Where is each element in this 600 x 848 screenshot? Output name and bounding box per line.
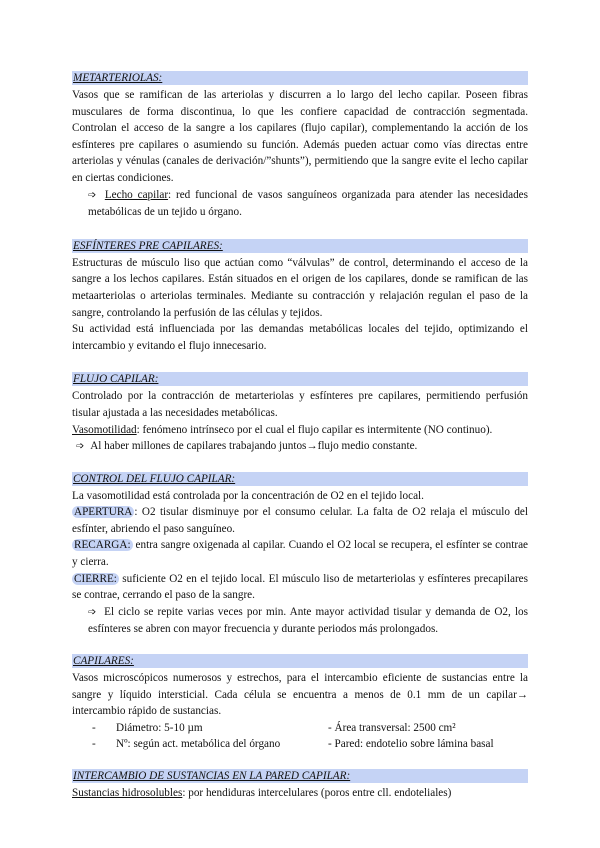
definition-lecho-capilar: : red funcional de vasos sanguíneos organizada para atender las necesidades metabólicas de un tejido u órgano.	[88, 188, 528, 219]
capilares-row-2	[72, 736, 528, 753]
heading-control-flujo: CONTROL DEL FLUJO CAPILAR:	[72, 472, 528, 486]
row-right-area: - Área transversal: 2500 cm²	[328, 721, 456, 734]
hidrosolubles-line	[72, 785, 528, 802]
text-cierre: suficiente O2 en el tejido local. El músculo liso de metarteriolas y esfínteres precapilares se contrae, cerrando el paso de la sangre.	[72, 572, 528, 602]
label-recarga: RECARGA:	[74, 539, 131, 552]
paragraph-flujo-capilar: Controlado por la contracción de metarteriolas y esfínteres pre capilares, permitiendo perfusión tisular ajustada a las necesidades metabólicas.	[72, 390, 528, 419]
note-flujo-medio	[72, 438, 528, 456]
heading-intercambio: INTERCAMBIO DE SUSTANCIAS EN LA PARED CAPILAR:	[72, 769, 528, 783]
paragraph-capilares: Vasos microscópicos numerosos y estrechos, para el intercambio eficiente de sustancias entre la sangre y líquido intersticial. Cada célula se encuentra a menos de 0.1 mm de un capilar→ intercambio rápido de sustancias.	[72, 672, 528, 718]
recarga-line	[72, 537, 528, 570]
paragraph-metarteriolas: Vasos que se ramifican de las arteriolas y discurren a lo largo del lecho capilar. Poseen fibras musculares de forma discontinua, lo que les confiere capacidad de contracción segmentada. Controlan el acceso de la sangre a los capilares (flujo capilar), complementando la acción de los esfínteres pre capilares o asumiendo su función. Además pueden actuar como vías directas entre arteriolas y vénulas (canales de derivación/”shunts”), permitiendo que la sangre evite el lecho capilar en ciertas condiciones.	[72, 89, 528, 184]
term-vasomotilidad: Vasomotilidad	[72, 423, 137, 436]
label-apertura: APERTURA	[74, 506, 133, 519]
label-cierre: CIERRE:	[74, 572, 117, 585]
heading-flujo-capilar: FLUJO CAPILAR:	[72, 372, 528, 386]
heading-esfinteres: ESFÍNTERES PRE CAPILARES:	[72, 239, 528, 253]
document-content	[72, 71, 528, 802]
definition-vasomotilidad: : fenómeno intrínseco por el cual el flujo capilar es intermitente (NO continuo).	[136, 423, 493, 436]
cierre-line	[72, 571, 528, 604]
text-apertura: : O2 tisular disminuye por el consumo celular. La falta de O2 relaja el músculo del esfínter, abriendo el paso sanguíneo.	[72, 506, 528, 535]
arrow-icon: ➩	[88, 189, 97, 201]
row-left-numero: Nº: según act. metabólica del órgano	[116, 738, 281, 751]
paragraph-esfinteres-1: Estructuras de músculo liso que actúan como “válvulas” de control, determinando el acceso de la sangre a los lechos capilares. Están situados en el origen de los capilares, donde se ramifican de las metaarteriolas o arteriolas terminales. Mediante su contracción y relajación regulan el paso de la sangre, controlando la perfusión de las células y tejidos.	[72, 256, 528, 319]
vasomotilidad-line	[72, 422, 528, 439]
row-dash: -	[92, 738, 96, 751]
heading-metarteriolas: METARTERIOLAS:	[72, 71, 528, 85]
apertura-line	[72, 504, 528, 537]
arrow-icon: ➩	[88, 606, 97, 618]
note-lecho-capilar	[72, 187, 528, 221]
row-right-pared: - Pared: endotelio sobre lámina basal	[328, 738, 494, 751]
note-ciclo	[72, 604, 528, 638]
text-recarga: entra sangre oxigenada al capilar. Cuando el O2 local se recupera, el esfínter se contrae y cierra.	[72, 539, 528, 569]
term-hidrosolubles: Sustancias hidrosolubles	[72, 787, 183, 799]
note-ciclo-text: El ciclo se repite varias veces por min. Ante mayor actividad tisular y demanda de O2, los esfínteres se abren con mayor frecuencia y durante periodos más prolongados.	[88, 605, 528, 636]
row-left-diametro: Diámetro: 5-10 µm	[116, 721, 203, 734]
capilares-row-1	[72, 720, 528, 737]
heading-capilares: CAPILARES:	[72, 654, 528, 668]
paragraph-control-intro: La vasomotilidad está controlada por la concentración de O2 en el tejido local.	[72, 489, 424, 502]
paragraph-esfinteres-2: Su actividad está influenciada por las demandas metabólicas locales del tejido, optimizando el intercambio y evitando el flujo innecesario.	[72, 323, 528, 352]
note-flujo-medio-text: Al haber millones de capilares trabajando juntos→flujo medio constante.	[90, 440, 418, 453]
arrow-icon: ➩	[76, 441, 85, 453]
row-dash: -	[92, 721, 96, 734]
definition-hidrosolubles: : por hendiduras intercelulares (poros entre cll. endoteliales)	[182, 787, 452, 799]
term-lecho-capilar: Lecho capilar	[104, 188, 169, 201]
